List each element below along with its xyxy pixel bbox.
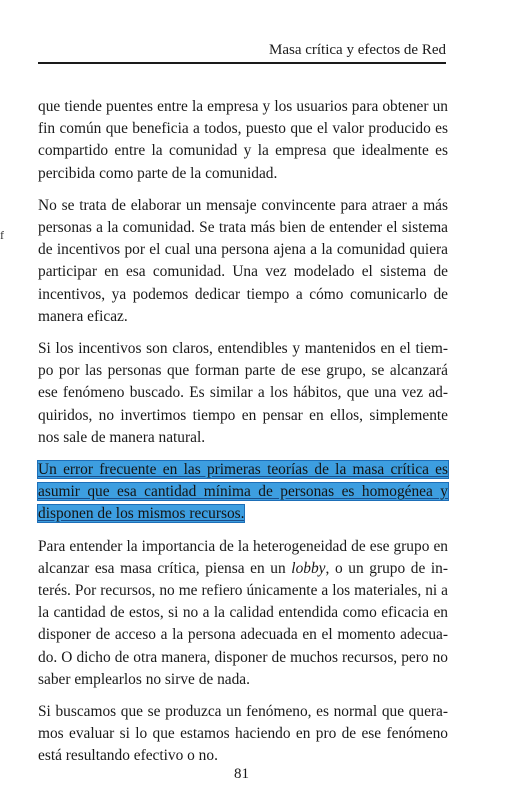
highlighted-paragraph[interactable] [38, 459, 448, 526]
running-header [38, 40, 446, 60]
paragraph-lobby [38, 536, 448, 691]
page-body [38, 96, 448, 778]
paragraph-1: que tiende puentes entre la empresa y los usuarios para obtener un fin común que beneficia a todos, puesto que el valor producido es compartido entre la comunidad y la empresa que idealmente es percibida como parte de la comunidad. [38, 98, 448, 182]
lobby-italic-word: lobby [291, 559, 326, 577]
paragraph-3: Si los incentivos son claros, entendibles y mantenidos en el tiempo por las personas que forman parte de ese grupo, se alcanzará ese fenómeno buscado. Es similar a los hábitos, que una vez adquiridos, no invertimos tiempo en pensar en ellos, simplemente nos sale de manera natural. [38, 340, 448, 446]
header-rule [38, 62, 446, 64]
text-selection-highlight[interactable]: Un error frecuente en las primeras teorías de la masa crítica es asumir que esa cantidad mínima de personas es homogénea y disponen de los mismos recursos. [38, 461, 448, 523]
running-title: Masa crítica y efectos de Red [268, 42, 446, 58]
lobby-text-after: , o un grupo de interés. Por recursos, no me refiero únicamente a los materiales, ni a la cantidad de estos, si no a la calidad entendida como eficacia en disponer de acceso a la persona adecuada en el momento adecuado. O dicho de otra manera, disponer de muchos recursos, pero no saber emplearlos no sirve de nada. [38, 559, 448, 688]
paragraph-2: No se trata de elaborar un mensaje convincente para atraer a más personas a la comunidad. Se trata más bien de entender el sistema de incentivos por el cual una persona ajena a la comunidad quiera participar en esa comunidad. Una vez modelado el sistema de incentivos, ya podemos dedicar tiempo a cómo comunicarlo de manera eficaz. [38, 196, 448, 325]
lobby-text-before: Para entender la importancia de la heterogeneidad de ese grupo en alcanzar esa masa crítica, piensa en un [38, 537, 448, 577]
page-number: 81 [234, 766, 249, 782]
last-paragraph: Si buscamos que se produzca un fenómeno, es normal que queramos evaluar si lo que estamos haciendo en pro de ese fenómeno está resultando efectivo o no. [38, 703, 448, 765]
margin-mark: f [0, 228, 4, 242]
